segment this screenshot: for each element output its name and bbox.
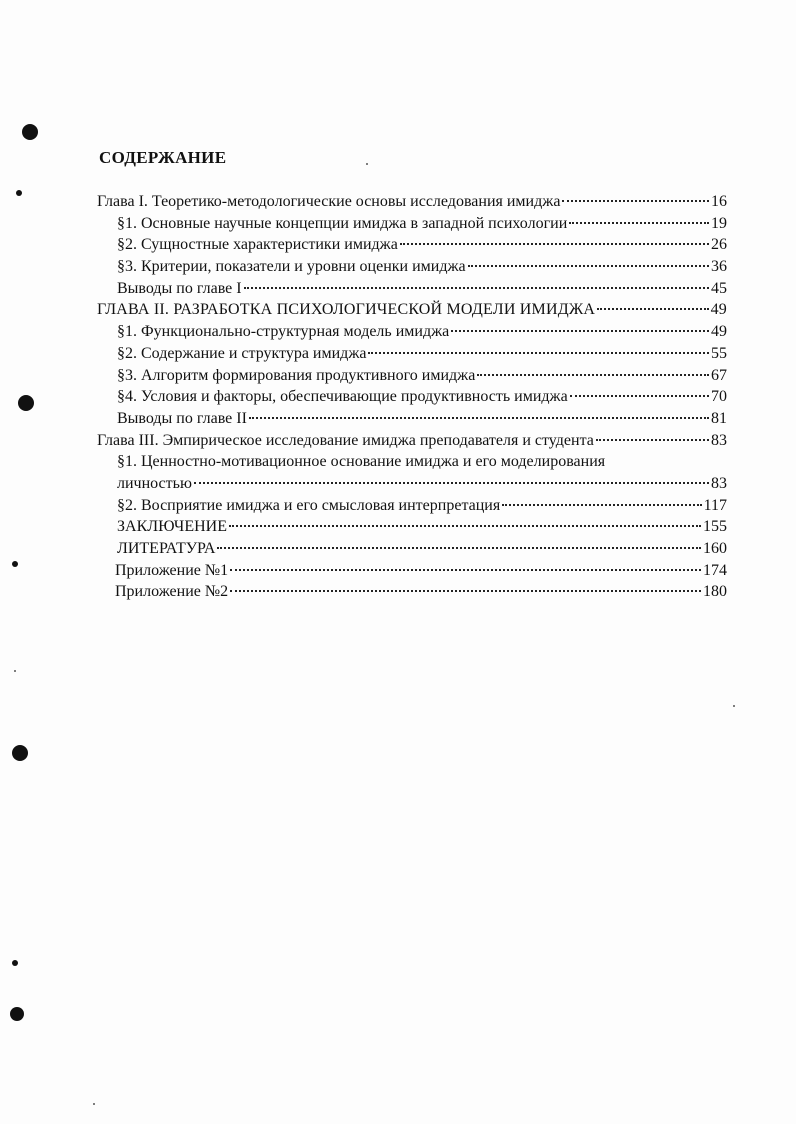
- toc-title: СОДЕРЖАНИЕ: [99, 148, 227, 167]
- scan-speck: [14, 670, 16, 672]
- binder-hole: [10, 1007, 24, 1021]
- dot-leader: [229, 524, 701, 527]
- dot-leader: [194, 481, 709, 484]
- dot-leader: [400, 242, 709, 245]
- toc-entry-page: 81: [711, 409, 727, 427]
- toc-entry-chapter-3[interactable]: [97, 430, 727, 452]
- toc-entry-section[interactable]: [97, 386, 727, 408]
- dot-leader: [597, 307, 708, 310]
- toc-entry-label-continuation: личностью: [117, 474, 192, 492]
- toc-entry-label: ГЛАВА II. РАЗРАБОТКА ПСИХОЛОГИЧЕСКОЙ МОДЕЛИ ИМИДЖА: [97, 301, 596, 319]
- toc-entry-section[interactable]: [97, 256, 727, 278]
- toc-entry-label: §3. Критерии, показатели и уровни оценки имиджа: [117, 258, 466, 276]
- toc-entry-page: 45: [711, 279, 727, 297]
- toc-entry-label: §4. Условия и факторы, обеспечивающие продуктивность имиджа: [117, 388, 568, 406]
- toc-entry-page: 49: [710, 301, 727, 319]
- toc-entry-appendix[interactable]: [97, 560, 727, 582]
- toc-entry-label: Глава I. Теоретико-методологические основы исследования имиджа: [97, 193, 561, 210]
- toc-entry-page: 174: [703, 561, 727, 579]
- toc-entry-chapter-2[interactable]: [97, 299, 727, 321]
- toc-entry-chapter-1[interactable]: [97, 191, 727, 213]
- toc-entry-section-wrapped[interactable]: [97, 451, 727, 473]
- scan-speck: [366, 163, 368, 165]
- dot-leader: [502, 503, 701, 506]
- binder-hole: [18, 395, 34, 411]
- toc-entry-page: 49: [711, 323, 727, 341]
- toc-entry-label: §1. Ценностно-мотивационное основание имиджа и его моделирования: [117, 453, 606, 471]
- toc-entry-section[interactable]: [97, 495, 727, 517]
- scan-speck: [93, 1103, 95, 1105]
- toc-entry-page: 180: [703, 583, 727, 601]
- binder-hole: [12, 745, 28, 761]
- toc-entry-section[interactable]: [97, 343, 727, 365]
- dot-leader: [230, 589, 701, 592]
- toc-entry-conclusion[interactable]: [97, 516, 727, 538]
- dot-leader: [569, 221, 709, 224]
- toc-entry-page: 155: [703, 518, 727, 536]
- toc-entry-label: ЗАКЛЮЧЕНИЕ: [117, 518, 227, 536]
- dot-leader: [468, 264, 709, 267]
- toc-entry-appendix[interactable]: [97, 581, 727, 603]
- dot-leader: [244, 286, 709, 289]
- dot-leader: [596, 438, 709, 441]
- toc-entry-section-continuation[interactable]: [97, 473, 727, 495]
- toc-entry-label: Глава III. Эмпирическое исследование имиджа преподавателя и студента: [97, 431, 594, 449]
- toc-entry-label: Приложение №2: [115, 583, 229, 601]
- dot-leader: [477, 373, 709, 376]
- dot-leader: [249, 416, 709, 419]
- toc-entry-conclusions[interactable]: [97, 408, 727, 430]
- binder-hole-small: [12, 561, 18, 567]
- toc-entry-literature[interactable]: [97, 538, 727, 560]
- toc-entry-label: Выводы по главе I: [117, 279, 242, 297]
- table-of-contents: [97, 191, 727, 603]
- toc-entry-conclusions[interactable]: [97, 278, 727, 300]
- toc-entry-section[interactable]: [97, 365, 727, 387]
- toc-entry-label: Приложение №1: [115, 561, 229, 579]
- toc-entry-page: 117: [703, 496, 727, 514]
- toc-entry-page: 19: [711, 214, 727, 232]
- toc-entry-page: 16: [711, 193, 727, 210]
- toc-entry-label: §1. Функционально-структурная модель имиджа: [117, 323, 450, 341]
- dot-leader: [230, 568, 701, 571]
- toc-entry-label: ЛИТЕРАТУРА: [117, 540, 216, 557]
- toc-entry-label: §1. Основные научные концепции имиджа в западной психологии: [117, 214, 568, 232]
- scan-speck: [733, 705, 735, 707]
- binder-hole: [22, 124, 38, 140]
- toc-entry-section[interactable]: [97, 213, 727, 235]
- dot-leader: [451, 329, 709, 332]
- dot-leader: [562, 199, 709, 202]
- dot-leader: [570, 394, 709, 397]
- toc-entry-label: §2. Содержание и структура имиджа: [117, 344, 367, 362]
- toc-entry-section[interactable]: [97, 234, 727, 256]
- toc-entry-label: Выводы по главе II: [117, 409, 247, 427]
- toc-entry-page: 26: [711, 236, 727, 254]
- binder-hole-small: [16, 190, 22, 196]
- toc-entry-section[interactable]: [97, 321, 727, 343]
- toc-entry-page: 67: [711, 366, 727, 384]
- dot-leader: [368, 351, 709, 354]
- toc-entry-page: 83: [711, 431, 727, 449]
- toc-entry-page: 70: [711, 388, 727, 406]
- toc-entry-label: §2. Восприятие имиджа и его смысловая интерпретация: [117, 496, 501, 514]
- toc-entry-label: §2. Сущностные характеристики имиджа: [117, 236, 398, 254]
- toc-entry-page: 83: [711, 474, 727, 492]
- toc-entry-page: 160: [703, 540, 727, 557]
- dot-leader: [217, 546, 701, 549]
- toc-entry-page: 55: [711, 344, 727, 362]
- toc-entry-page: 36: [711, 258, 727, 276]
- toc-entry-label: §3. Алгоритм формирования продуктивного имиджа: [117, 366, 476, 384]
- binder-hole-small: [12, 960, 18, 966]
